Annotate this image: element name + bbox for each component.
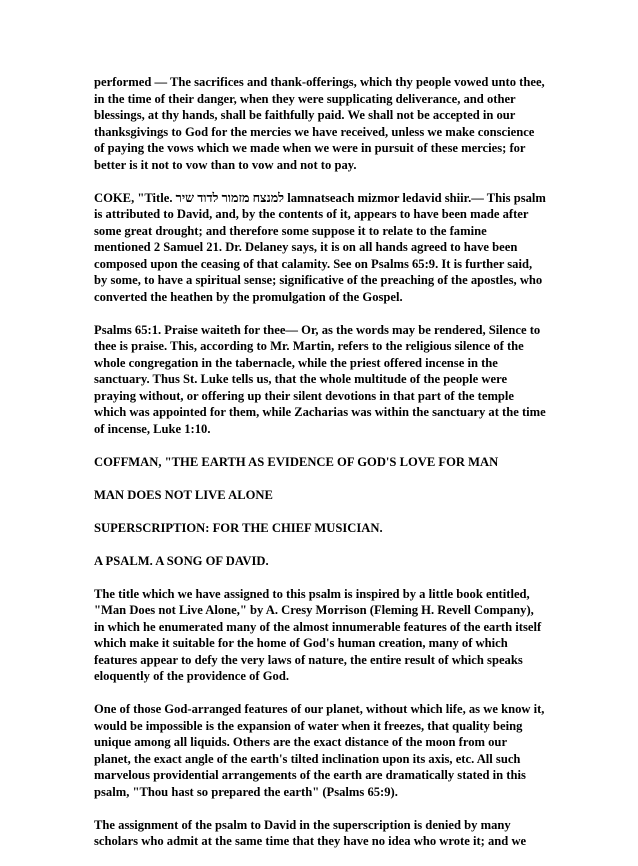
paragraph-god-arranged-features: One of those God-arranged features of our planet, without which life, as we know it, would be impossible is the expansion of water when it freezes, that quality being unique among all liquids. Others are the exact distance of the moon from our planet, the exact angle of the earth's tilted inclination upon its axis, etc. All such marvelous providential arrangements of the earth are dramatically stated in this psalm, "Thou hast so prepared the earth" (Psalms 65:9). <box>94 702 545 799</box>
paragraph-psalms-65-1: Psalms 65:1. Praise waiteth for thee— Or, as the words may be rendered, Silence to thee is praise. This, according to Mr. Martin, refers to the religious silence of the whole congregation in the tabernacle, while the priest offered incense in the sanctuary. Thus St. Luke tells us, that the whole multitude of the people were praying without, or offering up their silent devotions in that part of the temple which was appointed for them, while Zacharias was within the sanctuary at the time of incense, Luke 1:10. <box>94 322 546 436</box>
paragraph-coke-commentary: COKE, "Title. למנצח מזמור לדוד שיר lamnatseach mizmor ledavid shiir.— This psalm is attributed to David, and, by the contents of it, appears to have been made after some great drought; and therefore some suppose it to relate to the famine mentioned 2 Samuel 21. Dr. Delaney says, it is on all hands agreed to have been composed upon the ceasing of that calamity. See on Psalms 65:9. It is further said, by some, to have a spiritual sense; significative of the preaching of the apostles, who converted the heathen by the promulgation of the Gospel. <box>94 190 546 304</box>
paragraph-assignment-to-david: The assignment of the psalm to David in the superscription is denied by many scholars who admit at the same time that they have no idea who wrote it; and we <box>94 817 527 848</box>
heading-psalm-song-of-david: A PSALM. A SONG OF DAVID. <box>94 553 269 568</box>
heading-superscription: SUPERSCRIPTION: FOR THE CHIEF MUSICIAN. <box>94 520 383 535</box>
heading-coffman: COFFMAN, "THE EARTH AS EVIDENCE OF GOD'S LOVE FOR MAN <box>94 454 499 469</box>
paragraph-performed: performed — The sacrifices and thank-offerings, which thy people vowed unto thee, in the time of their danger, when they were supplicating deliverance, and other blessings, at thy hands, shall be faithfully paid. We shall not be accepted in our thanksgivings to God for the mercies we have received, unless we make conscience of paying the vows which we made when we were in pursuit of these mercies; for better is it not to vow than to vow and not to pay. <box>94 75 545 172</box>
paragraph-title-explanation: The title which we have assigned to this psalm is inspired by a little book entitled, "Man Does not Live Alone," by A. Cresy Morrison (Fleming H. Revell Company), in which he enumerated many of the almost innumerable features of the earth itself which make it suitable for the home of God's human creation, many of which features appear to defy the very laws of nature, the entire result of which speaks eloquently of the providence of God. <box>94 586 542 683</box>
heading-man-does-not-live-alone: MAN DOES NOT LIVE ALONE <box>94 487 273 502</box>
document-page <box>94 74 546 866</box>
